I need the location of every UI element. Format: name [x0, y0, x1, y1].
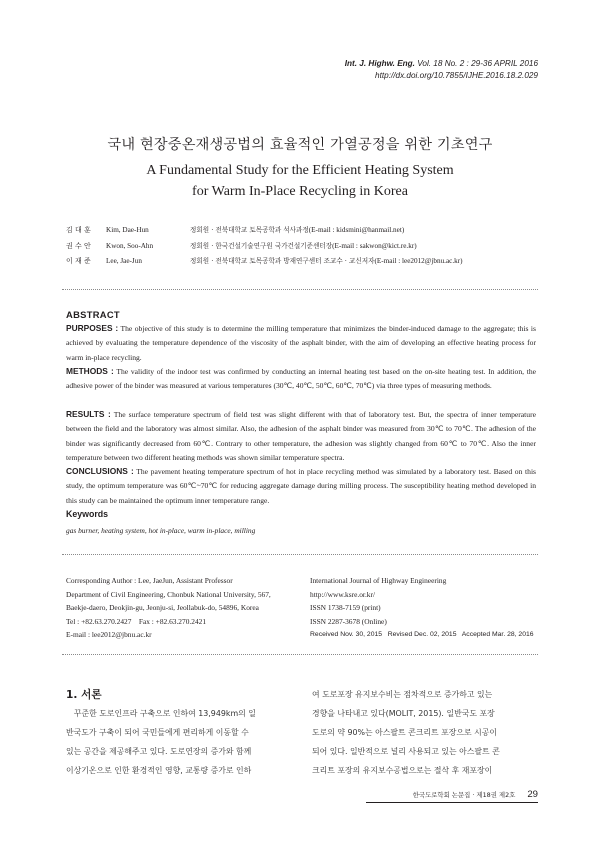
section-text: The surface temperature spectrum of field test was slight different with that of laboratory test. But, the spectra of inner temperature between the field and the laboratory was almost similar. Also, the adhesion of the asphalt binder was measured from 30℃ to 70℃. The adhesion of the binder was significantly decreased from 60℃. Contrary to other temperature, the adhesion was slightly changed from 60℃ to 70℃. Also the inner temperature between two different heating methods was shown similar temperature spectra. [66, 410, 536, 462]
author-affiliation: 정회원 · 전북대학교 토목공학과 석사과정(E-mail : kidsmini@hanmail.net) [190, 226, 405, 234]
author-email: (E-mail : sakwon@kict.re.kr) [332, 241, 417, 250]
divider [62, 654, 538, 655]
body-line: 반국도가 구축이 되어 국민들에게 편리하게 이동할 수 [66, 728, 249, 737]
abstract-heading: ABSTRACT [66, 309, 120, 320]
received-dates: Received Nov. 30, 2015 Revised Dec. 02, 2015 Accepted Mar. 28, 2016 [310, 631, 534, 639]
corresponding-author-block [66, 574, 271, 642]
author-name-english: Kim, Dae-Hun [106, 226, 149, 234]
author-row [66, 223, 463, 239]
keywords-heading: Keywords [66, 509, 109, 519]
body-column-right [312, 685, 538, 780]
author-email: (E-mail : kidsmini@hanmail.net) [308, 226, 405, 234]
body-line: 꾸준한 도로인프라 구축으로 인하여 13,949km의 일 [66, 709, 256, 718]
section-text: The objective of this study is to determine the milling temperature that minimizes the binder-induced damage to the aggregate; this is achieved by evaluating the temperature dependence of the viscosity of the asphalt binder, with the aim of developing an effective heating process for warm in-place recycling. [66, 324, 536, 362]
author-row [66, 239, 463, 255]
section-label: METHODS : [66, 366, 114, 376]
section-text: The validity of the indoor test was confirmed by conducting an internal heating test based on the on-site heating test. In addition, the adhesive power of the binder was measured at various temperatures (30℃, 40℃, 50℃, 60℃, 70℃) via three types of measuring methods. [66, 367, 536, 391]
abstract-conclusions [66, 464, 536, 508]
body-line: 되어 있다. 일반적으로 널리 사용되고 있는 아스팔트 콘 [312, 747, 500, 756]
section-label: PURPOSES : [66, 323, 119, 333]
abstract-methods [66, 364, 536, 394]
title-english-line1: A Fundamental Study for the Efficient Heating System [146, 163, 454, 178]
author-list [66, 223, 463, 270]
divider [62, 289, 538, 290]
page-footer [413, 789, 538, 800]
corr-line: Baekje-daero, Deokjin-gu, Jeonju-si, Jeollabuk-do, 54896, Korea [66, 603, 259, 613]
section-label: CONCLUSIONS : [66, 466, 134, 476]
journal-info-line: International Journal of Highway Engineering [310, 576, 447, 585]
footer-rule [366, 802, 538, 803]
corr-line: Corresponding Author : Lee, JaeJun, Assistant Professor [66, 576, 233, 585]
body-line: 도로의 약 90%는 아스팔트 콘크리트 포장으로 시공이 [312, 728, 498, 737]
abstract-purposes [66, 321, 536, 365]
journal-citation: Int. J. Highw. Eng. Vol. 18 No. 2 : 29-36 APRIL 2016 [344, 59, 538, 68]
journal-info-line: http://www.ksre.or.kr/ [310, 589, 376, 599]
title-english [0, 160, 600, 202]
body-column-left [66, 704, 286, 780]
page-number: 29 [527, 789, 538, 800]
section-text: The pavement heating temperature spectrum of hot in place recycling method was simulated by a laboratory test. Based on this study, the optimum temperature was 60℃~70℃ for reducing aggregate damage during milling process. The susceptibility heating method developed in this study can be maintained the optimum inner temperature range. [66, 467, 537, 505]
author-name-english: Lee, Jae-Jun [106, 257, 142, 265]
author-affiliation: 정회원 · 한국건설기술연구원 국가건설기준센터장(E-mail : sakwon@kict.re.kr) [190, 241, 417, 250]
divider [62, 554, 538, 555]
body-line: 여 도로포장 유지보수비는 점차적으로 증가하고 있는 [312, 690, 493, 699]
author-email: (E-mail : lee2012@jbnu.ac.kr) [374, 257, 463, 265]
author-row [66, 254, 463, 270]
body-line: 이상기온으로 인한 환경적인 영향, 교통량 증가로 인하 [66, 766, 252, 775]
abstract-results [66, 407, 536, 465]
author-name-english: Kwon, Soo-Ahn [106, 241, 154, 250]
section-label: RESULTS : [66, 409, 111, 419]
journal-info-line: ISSN 2287-3678 (Online) [310, 616, 387, 626]
corr-line: E-mail : lee2012@jbnu.ac.kr [66, 630, 152, 640]
footer-journal-name: 한국도로학회 논문집 · 제18권 제2호 [412, 791, 516, 799]
title-english-line2: for Warm In-Place Recycling in Korea [192, 184, 408, 199]
section-title: 1. 서론 [66, 689, 102, 701]
journal-info-block [310, 574, 534, 642]
body-line: 크리트 포장의 유지보수공법으로는 절삭 후 재포장이 [312, 766, 493, 775]
body-line: 경향을 나타내고 있다(MOLIT, 2015). 일반국도 포장 [312, 709, 495, 718]
corr-line: Tel : +82.63.270.2427 Fax : +82.63.270.2421 [66, 616, 207, 626]
author-name-korean: 권 수 안 [66, 241, 91, 250]
journal-header [345, 58, 538, 82]
corr-line: Department of Civil Engineering, Chonbuk National University, 567, [66, 589, 271, 599]
title-korean: 국내 현장중온재생공법의 효율적인 가열공정을 위한 기초연구 [107, 137, 493, 153]
author-name-korean: 이 재 준 [66, 257, 91, 265]
keywords-list: gas burner, heating system, hot in-place, warm in-place, milling [66, 526, 256, 535]
journal-doi: http://dx.doi.org/10.7855/IJHE.2016.18.2.029 [375, 71, 538, 80]
body-line: 있는 공간을 제공해주고 있다. 도로연장의 증가와 함께 [66, 747, 252, 756]
journal-info-line: ISSN 1738-7159 (print) [310, 603, 381, 613]
author-affiliation: 정회원 · 전북대학교 토목공학과 방재연구센터 조교수 · 교신저자(E-mail : lee2012@jbnu.ac.kr) [190, 257, 463, 265]
author-name-korean: 김 대 훈 [66, 226, 91, 234]
